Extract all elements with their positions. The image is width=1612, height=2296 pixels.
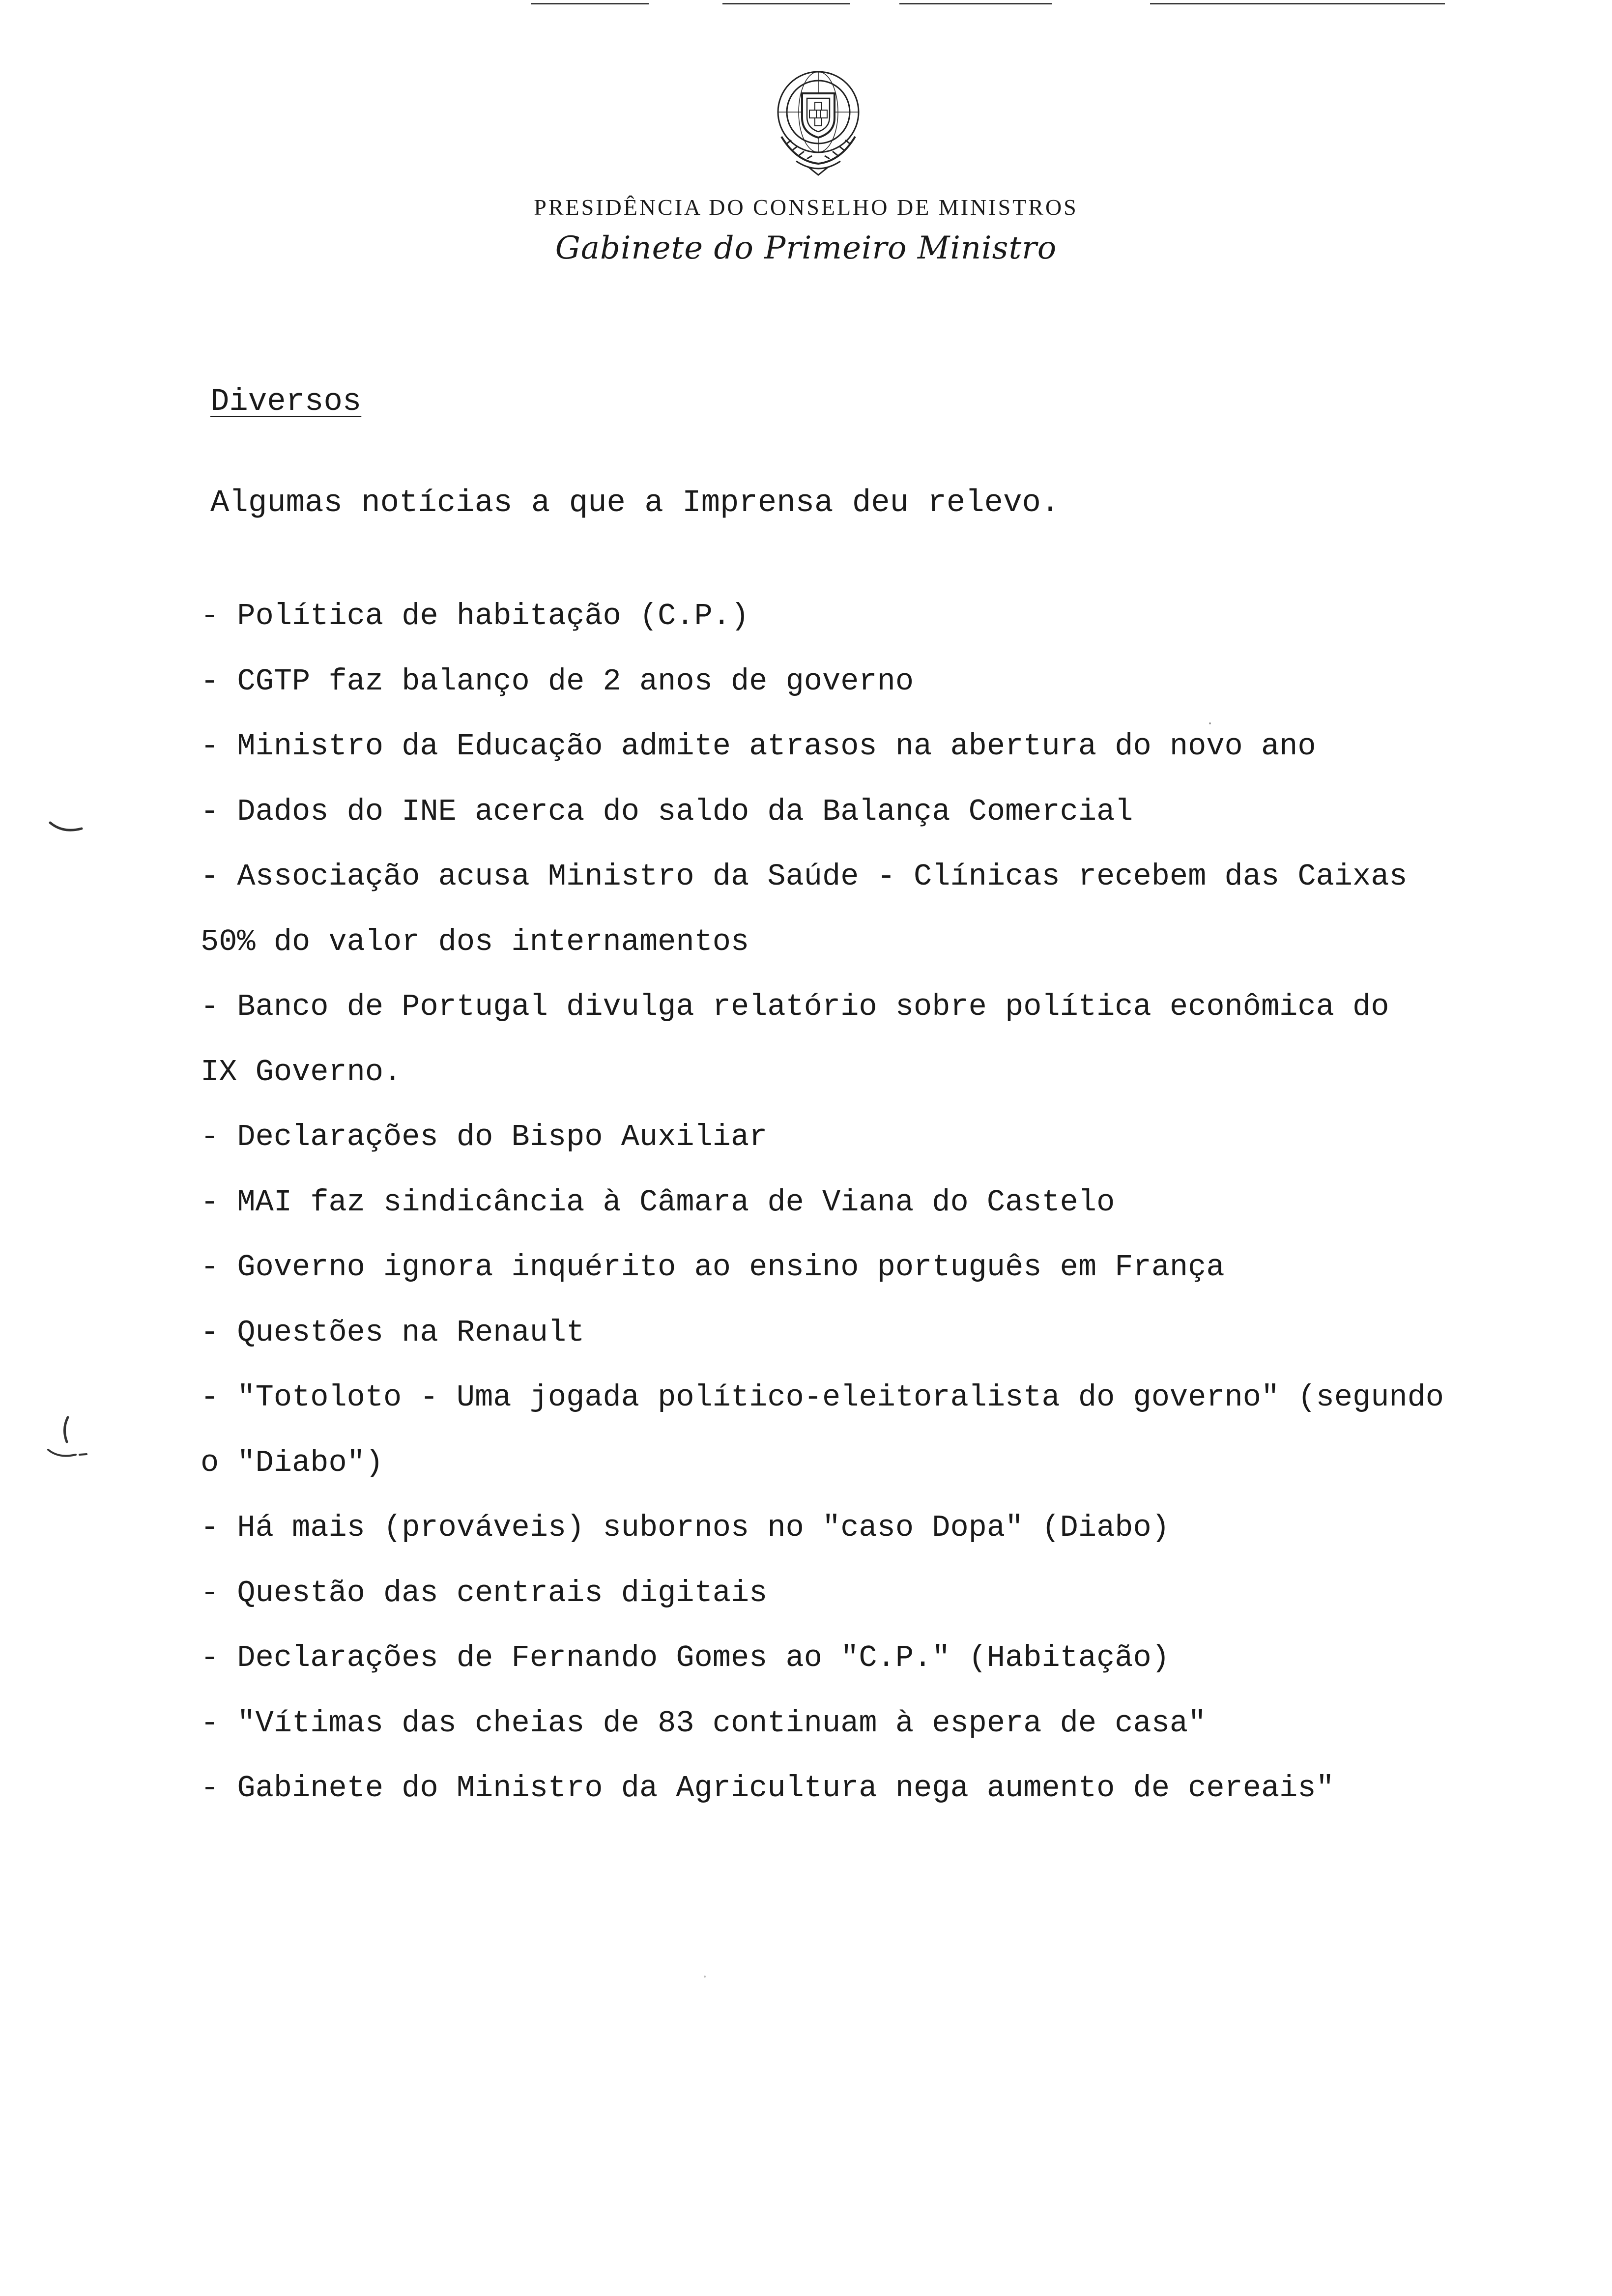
- top-edge-line: [531, 3, 649, 4]
- list-item: 50% do valor dos internamentos: [201, 924, 749, 959]
- margin-pencil-mark: [59, 1415, 74, 1445]
- list-item: - Há mais (prováveis) subornos no "caso Dopa" (Diabo): [201, 1510, 1170, 1545]
- top-edge-line: [1150, 3, 1445, 4]
- list-item: - Declarações do Bispo Auxiliar: [201, 1119, 768, 1154]
- list-item: - Questões na Renault: [201, 1315, 585, 1350]
- list-item: - Declarações de Fernando Gomes ao "C.P." (Habitação): [201, 1640, 1170, 1675]
- list-item: IX Governo.: [201, 1054, 402, 1090]
- intro-paragraph: Algumas notícias a que a Imprensa deu relevo.: [210, 486, 1060, 521]
- list-item: - "Vítimas das cheias de 83 continuam à espera de casa": [201, 1705, 1207, 1741]
- top-edge-line: [722, 3, 850, 4]
- list-item: - Dados do INE acerca do saldo da Balança Comercial: [201, 794, 1133, 829]
- list-item: - Questão das centrais digitais: [201, 1575, 768, 1610]
- list-item: - CGTP faz balanço de 2 anos de governo: [201, 663, 914, 699]
- margin-pencil-mark: [47, 816, 86, 840]
- list-item: - Associação acusa Ministro da Saúde - Clínicas recebem das Caixas: [201, 859, 1408, 894]
- list-item: - Banco de Portugal divulga relatório sobre política econômica do: [201, 989, 1389, 1024]
- list-item: - Gabinete do Ministro da Agricultura nega aumento de cereais": [201, 1771, 1334, 1806]
- scan-speck: [704, 1976, 706, 1978]
- page-title: Diversos: [210, 384, 362, 420]
- scan-speck: [1209, 722, 1211, 724]
- news-list: [201, 584, 1444, 1821]
- list-item: - MAI faz sindicância à Câmara de Viana do Castelo: [201, 1184, 1115, 1220]
- list-item: - Governo ignora inquérito ao ensino português em França: [201, 1250, 1225, 1285]
- list-item: - Política de habitação (C.P.): [201, 599, 749, 633]
- portuguese-coat-of-arms-icon: [762, 63, 875, 181]
- list-item: - "Totoloto - Uma jogada político-eleitoralista do governo" (segundo: [201, 1380, 1444, 1415]
- letterhead-office: Gabinete do Primeiro Ministro: [555, 230, 1057, 266]
- margin-pencil-mark: [45, 1445, 89, 1464]
- top-edge-line: [899, 3, 1052, 4]
- list-item: - Ministro da Educação admite atrasos na abertura do novo ano: [201, 729, 1316, 764]
- letterhead-institution: PRESIDÊNCIA DO CONSELHO DE MINISTROS: [534, 195, 1078, 220]
- list-item: o "Diabo"): [201, 1445, 384, 1480]
